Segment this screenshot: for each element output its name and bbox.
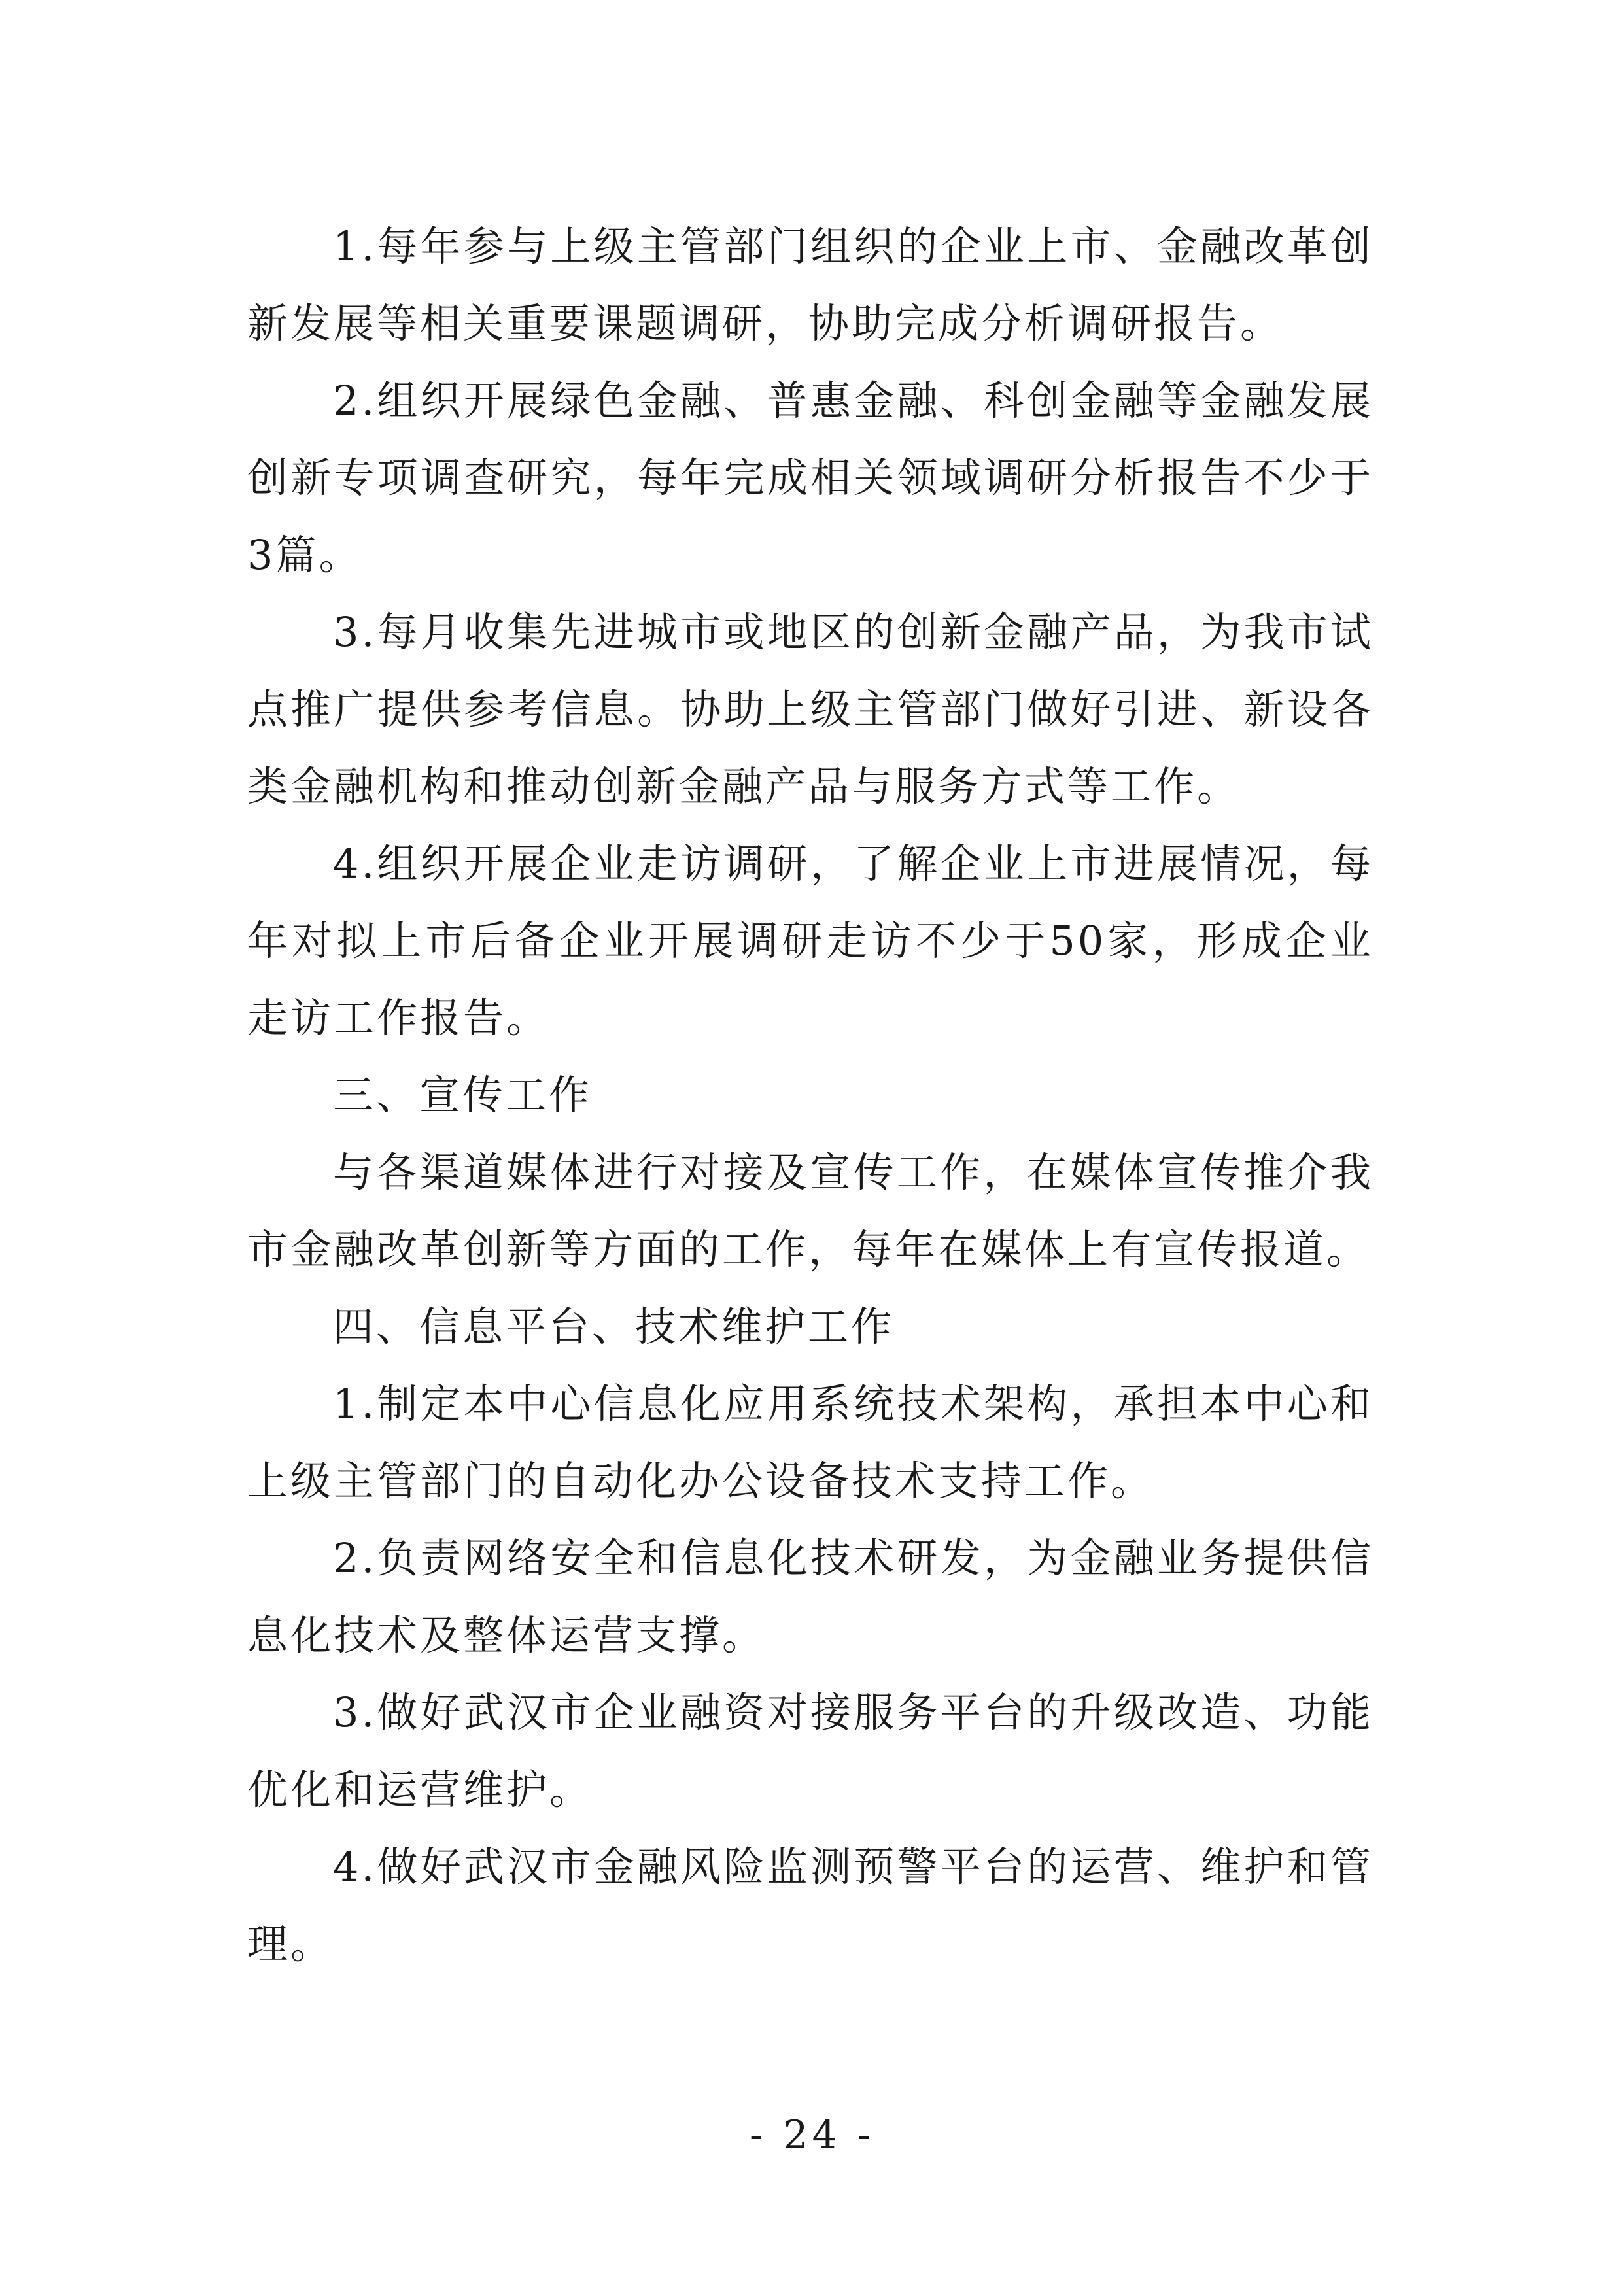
paragraph-platform-3: 3.做好武汉市企业融资对接服务平台的升级改造、功能优化和运营维护。	[247, 1688, 1373, 1813]
paragraph-platform-4: 4.做好武汉市金融风险监测预警平台的运营、维护和管理。	[247, 1843, 1373, 1968]
paragraph-3: 3.每月收集先进城市或地区的创新金融产品，为我市试点推广提供参考信息。协助上级主管部门做好引进、新设各类金融机构和推动创新金融产品与服务方式等工作。	[247, 608, 1373, 810]
paragraph-2: 2.组织开展绿色金融、普惠金融、科创金融等金融发展创新专项调查研究，每年完成相关领域调研分析报告不少于3篇。	[247, 377, 1373, 579]
paragraph-publicity: 与各渠道媒体进行对接及宣传工作，在媒体宣传推介我市金融改革创新等方面的工作，每年在媒体上有宣传报道。	[247, 1148, 1373, 1273]
paragraph-1: 1.每年参与上级主管部门组织的企业上市、金融改革创新发展等相关重要课题调研，协助完成分析调研报告。	[247, 222, 1373, 347]
paragraph-4: 4.组织开展企业走访调研，了解企业上市进展情况，每年对拟上市后备企业开展调研走访不少于50家，形成企业走访工作报告。	[247, 840, 1373, 1042]
section-heading-info-platform: 四、信息平台、技术维护工作	[333, 1303, 895, 1350]
paragraph-platform-2: 2.负责网络安全和信息化技术研发，为金融业务提供信息化技术及整体运营支撑。	[247, 1534, 1373, 1659]
document-body	[247, 208, 1373, 1983]
page-number: - 24 -	[749, 2112, 875, 2158]
section-heading-publicity: 三、宣传工作	[333, 1071, 593, 1119]
paragraph-platform-1: 1.制定本中心信息化应用系统技术架构，承担本中心和上级主管部门的自动化办公设备技术支持工作。	[247, 1380, 1373, 1505]
